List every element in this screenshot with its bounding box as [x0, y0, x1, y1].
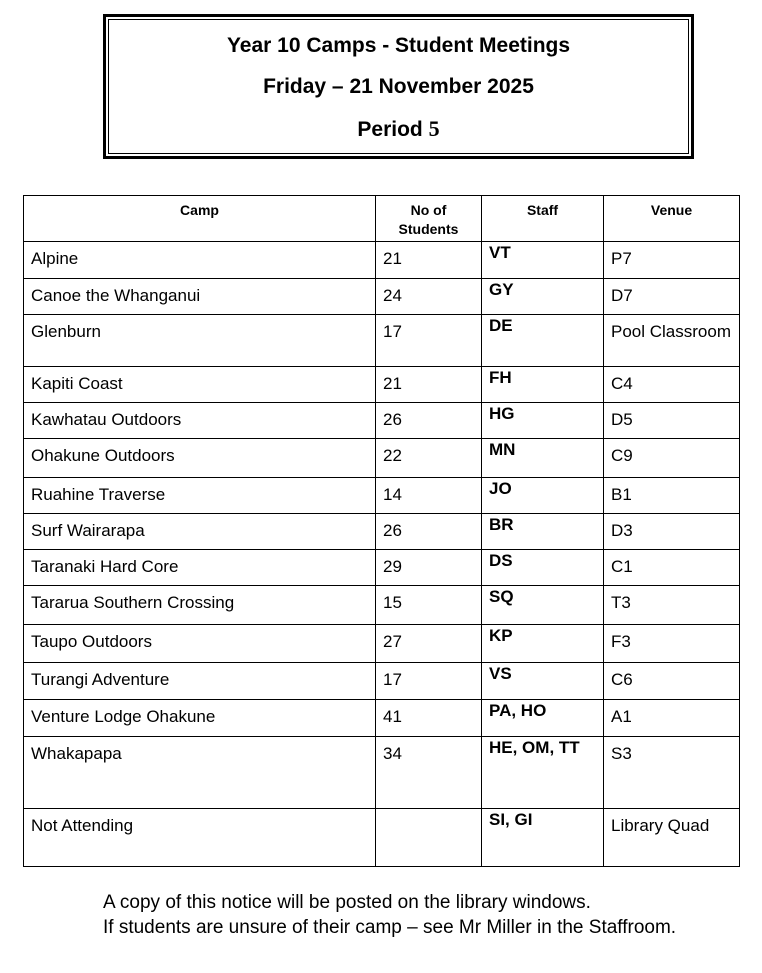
students-cell: 24 — [376, 279, 482, 315]
table-row — [24, 663, 740, 700]
venue-cell: C9 — [604, 439, 740, 478]
venue-cell: B1 — [604, 478, 740, 514]
students-cell: 27 — [376, 625, 482, 663]
staff-cell: JO — [482, 478, 604, 514]
venue-cell: C4 — [604, 367, 740, 403]
students-cell: 41 — [376, 700, 482, 737]
students-cell: 29 — [376, 550, 482, 586]
table-row — [24, 367, 740, 403]
venue-cell: D7 — [604, 279, 740, 315]
camp-cell: Turangi Adventure — [24, 663, 376, 700]
camp-cell: Glenburn — [24, 315, 376, 367]
staff-cell: MN — [482, 439, 604, 478]
column-header-students: No of Students — [376, 196, 482, 242]
column-header-camp: Camp — [24, 196, 376, 242]
staff-cell: FH — [482, 367, 604, 403]
table-row — [24, 315, 740, 367]
camp-cell: Whakapapa — [24, 737, 376, 809]
camp-cell: Kawhatau Outdoors — [24, 403, 376, 439]
students-cell — [376, 809, 482, 867]
table-row — [24, 737, 740, 809]
table-header-row — [24, 196, 740, 242]
camp-cell: Taranaki Hard Core — [24, 550, 376, 586]
footer-line-contact: If students are unsure of their camp – see Mr Miller in the Staffroom. — [103, 917, 677, 938]
staff-cell: HG — [482, 403, 604, 439]
title-inner-border — [108, 19, 689, 154]
staff-cell: VT — [482, 242, 604, 279]
camp-cell: Canoe the Whanganui — [24, 279, 376, 315]
camp-cell: Not Attending — [24, 809, 376, 867]
venue-cell: S3 — [604, 737, 740, 809]
title-box — [103, 14, 694, 159]
table-row — [24, 478, 740, 514]
table-row — [24, 586, 740, 625]
table-row — [24, 700, 740, 737]
staff-cell: GY — [482, 279, 604, 315]
staff-cell: BR — [482, 514, 604, 550]
venue-cell: D3 — [604, 514, 740, 550]
students-cell: 17 — [376, 663, 482, 700]
camp-cell: Ohakune Outdoors — [24, 439, 376, 478]
table-row — [24, 809, 740, 867]
camp-cell: Alpine — [24, 242, 376, 279]
footer-line-library: A copy of this notice will be posted on the library windows. — [103, 892, 591, 913]
venue-cell: A1 — [604, 700, 740, 737]
students-cell: 22 — [376, 439, 482, 478]
camps-table — [23, 195, 740, 867]
staff-cell: KP — [482, 625, 604, 663]
column-header-staff: Staff — [482, 196, 604, 242]
footer-note — [103, 890, 683, 940]
venue-cell: D5 — [604, 403, 740, 439]
table-row — [24, 625, 740, 663]
page-title: Year 10 Camps - Student Meetings — [226, 34, 571, 57]
staff-cell: HE, OM, TT — [482, 737, 604, 809]
table-row — [24, 550, 740, 586]
table-row — [24, 279, 740, 315]
camp-cell: Venture Lodge Ohakune — [24, 700, 376, 737]
students-cell: 26 — [376, 403, 482, 439]
table-row — [24, 439, 740, 478]
venue-cell: Pool Classroom — [604, 315, 740, 367]
period-number: 5 — [428, 116, 440, 141]
staff-cell: VS — [482, 663, 604, 700]
students-cell: 17 — [376, 315, 482, 367]
students-cell: 21 — [376, 367, 482, 403]
venue-cell: C1 — [604, 550, 740, 586]
venue-cell: P7 — [604, 242, 740, 279]
camp-cell: Taupo Outdoors — [24, 625, 376, 663]
table-row — [24, 514, 740, 550]
table-row — [24, 403, 740, 439]
table-body — [24, 242, 740, 867]
venue-cell: F3 — [604, 625, 740, 663]
students-cell: 21 — [376, 242, 482, 279]
venue-cell: T3 — [604, 586, 740, 625]
venue-cell: C6 — [604, 663, 740, 700]
camp-cell: Kapiti Coast — [24, 367, 376, 403]
camp-cell: Tararua Southern Crossing — [24, 586, 376, 625]
students-cell: 14 — [376, 478, 482, 514]
students-cell: 15 — [376, 586, 482, 625]
staff-cell: PA, HO — [482, 700, 604, 737]
students-cell: 34 — [376, 737, 482, 809]
meeting-date: Friday – 21 November 2025 — [263, 75, 534, 98]
staff-cell: SI, GI — [482, 809, 604, 867]
meeting-period — [109, 116, 688, 142]
students-cell: 26 — [376, 514, 482, 550]
staff-cell: SQ — [482, 586, 604, 625]
column-header-venue: Venue — [604, 196, 740, 242]
staff-cell: DS — [482, 550, 604, 586]
camp-cell: Ruahine Traverse — [24, 478, 376, 514]
table-row — [24, 242, 740, 279]
staff-cell: DE — [482, 315, 604, 367]
period-label: Period — [357, 118, 423, 141]
venue-cell: Library Quad — [604, 809, 740, 867]
camp-cell: Surf Wairarapa — [24, 514, 376, 550]
